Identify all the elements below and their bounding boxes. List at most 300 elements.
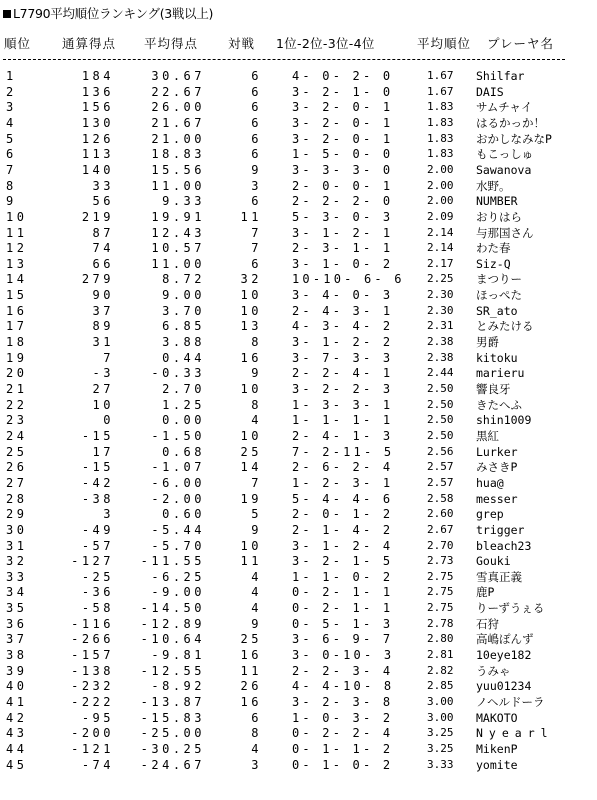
- average-rank-cell: 2.85: [427, 679, 454, 692]
- rank-cell: 38: [6, 648, 28, 662]
- average-score-cell: -2.00: [151, 492, 205, 506]
- average-score-cell: -14.50: [140, 601, 205, 615]
- player-name-cell: 男爵: [476, 335, 499, 349]
- games-cell: 6: [251, 257, 262, 271]
- games-cell: 7: [251, 226, 262, 240]
- games-cell: 26: [240, 679, 262, 693]
- player-name-cell: とみたける: [476, 319, 534, 333]
- player-name-cell: わた春: [476, 241, 511, 255]
- places-cell: 3- 2- 2- 3: [292, 382, 394, 396]
- places-cell: 3- 2- 0- 1: [292, 100, 394, 114]
- rank-cell: 42: [6, 711, 28, 725]
- rank-cell: 29: [6, 507, 28, 521]
- rank-cell: 31: [6, 539, 28, 553]
- rank-cell: 16: [6, 304, 28, 318]
- player-name-cell: grep: [476, 507, 504, 521]
- average-score-cell: 0.60: [162, 507, 205, 521]
- header-games: 対戦: [228, 36, 256, 51]
- average-rank-cell: 2.75: [427, 585, 454, 598]
- games-cell: 10: [240, 429, 262, 443]
- average-rank-cell: 2.60: [427, 507, 454, 520]
- average-rank-cell: 1.67: [427, 85, 454, 98]
- player-name-cell: うみゃ: [476, 664, 511, 678]
- places-cell: 2- 4- 3- 1: [292, 304, 394, 318]
- average-score-cell: -15.83: [140, 711, 205, 725]
- rank-cell: 4: [6, 116, 17, 130]
- total-score-cell: 3: [103, 507, 114, 521]
- average-rank-cell: 2.25: [427, 272, 454, 285]
- games-cell: 6: [251, 85, 262, 99]
- rank-cell: 36: [6, 617, 28, 631]
- rank-cell: 2: [6, 85, 17, 99]
- games-cell: 11: [240, 664, 262, 678]
- rank-cell: 20: [6, 366, 28, 380]
- average-rank-cell: 3.00: [427, 695, 454, 708]
- player-name-cell: もこっしゅ: [476, 147, 534, 161]
- average-rank-cell: 2.73: [427, 554, 454, 567]
- places-cell: 0- 5- 1- 3: [292, 617, 394, 631]
- games-cell: 10: [240, 304, 262, 318]
- average-score-cell: 9.00: [162, 288, 205, 302]
- average-rank-cell: 2.81: [427, 648, 454, 661]
- places-cell: 3- 3- 3- 0: [292, 163, 394, 177]
- games-cell: 19: [240, 492, 262, 506]
- player-name-cell: ほっぺた: [476, 288, 522, 302]
- places-cell: 2- 0- 1- 2: [292, 507, 394, 521]
- total-score-cell: 219: [81, 210, 114, 224]
- average-rank-cell: 2.56: [427, 445, 454, 458]
- places-cell: 3- 1- 2- 4: [292, 539, 394, 553]
- average-score-cell: -10.64: [140, 632, 205, 646]
- places-cell: 1- 1- 0- 2: [292, 570, 394, 584]
- rank-cell: 5: [6, 132, 17, 146]
- average-score-cell: -0.33: [151, 366, 205, 380]
- total-score-cell: 90: [92, 288, 114, 302]
- places-cell: 3- 6- 9- 7: [292, 632, 394, 646]
- total-score-cell: -222: [71, 695, 114, 709]
- average-score-cell: -1.07: [151, 460, 205, 474]
- player-name-cell: 響良牙: [476, 382, 511, 396]
- total-score-cell: -3: [92, 366, 114, 380]
- player-name-cell: Sawanova: [476, 163, 532, 177]
- places-cell: 4- 3- 4- 2: [292, 319, 394, 333]
- games-cell: 16: [240, 648, 262, 662]
- places-cell: 3- 2- 0- 1: [292, 132, 394, 146]
- rank-cell: 1: [6, 69, 17, 83]
- player-name-cell: 石狩: [476, 617, 499, 631]
- average-score-cell: -5.70: [151, 539, 205, 553]
- places-cell: 1- 0- 3- 2: [292, 711, 394, 725]
- places-cell: 3- 2- 0- 1: [292, 116, 394, 130]
- player-name-cell: きたへふ: [476, 398, 522, 412]
- page-title-text: L7790平均順位ランキング(3戦以上): [13, 6, 214, 21]
- player-name-cell: marieru: [476, 366, 525, 380]
- average-score-cell: -5.44: [151, 523, 205, 537]
- average-score-cell: -1.50: [151, 429, 205, 443]
- rank-cell: 10: [6, 210, 28, 224]
- total-score-cell: -266: [71, 632, 114, 646]
- player-name-cell: 雪真正義: [476, 570, 522, 584]
- games-cell: 4: [251, 413, 262, 427]
- player-name-cell: SR_ato: [476, 304, 518, 318]
- average-rank-cell: 2.17: [427, 257, 454, 270]
- games-cell: 3: [251, 758, 262, 772]
- rank-cell: 12: [6, 241, 28, 255]
- average-score-cell: 11.00: [151, 257, 205, 271]
- average-rank-cell: 2.58: [427, 492, 454, 505]
- total-score-cell: -15: [81, 429, 114, 443]
- places-cell: 2- 0- 0- 1: [292, 179, 394, 193]
- rank-cell: 43: [6, 726, 28, 740]
- total-score-cell: 130: [81, 116, 114, 130]
- average-score-cell: 1.25: [162, 398, 205, 412]
- header-average-score: 平均得点: [144, 36, 199, 51]
- total-score-cell: 87: [92, 226, 114, 240]
- games-cell: 8: [251, 398, 262, 412]
- total-score-cell: -157: [71, 648, 114, 662]
- total-score-cell: -49: [81, 523, 114, 537]
- average-rank-cell: 2.67: [427, 523, 454, 536]
- games-cell: 9: [251, 523, 262, 537]
- total-score-cell: 113: [81, 147, 114, 161]
- rank-cell: 11: [6, 226, 28, 240]
- average-rank-cell: 1.83: [427, 100, 454, 113]
- places-cell: 1- 1- 1- 1: [292, 413, 394, 427]
- total-score-cell: -200: [71, 726, 114, 740]
- games-cell: 16: [240, 351, 262, 365]
- games-cell: 6: [251, 132, 262, 146]
- average-score-cell: -25.00: [140, 726, 205, 740]
- total-score-cell: -38: [81, 492, 114, 506]
- average-rank-cell: 2.50: [427, 398, 454, 411]
- places-cell: 0- 2- 1- 1: [292, 601, 394, 615]
- average-rank-cell: 2.30: [427, 288, 454, 301]
- games-cell: 32: [240, 272, 262, 286]
- total-score-cell: -138: [71, 664, 114, 678]
- average-rank-cell: 2.75: [427, 570, 454, 583]
- total-score-cell: -42: [81, 476, 114, 490]
- player-name-cell: Gouki: [476, 554, 511, 568]
- places-cell: 2- 4- 1- 3: [292, 429, 394, 443]
- places-cell: 0- 2- 1- 1: [292, 585, 394, 599]
- games-cell: 11: [240, 210, 262, 224]
- player-name-cell: 10eye182: [476, 648, 532, 662]
- total-score-cell: 279: [81, 272, 114, 286]
- header-divider: [3, 59, 565, 60]
- average-score-cell: 30.67: [151, 69, 205, 83]
- average-score-cell: -30.25: [140, 742, 205, 756]
- games-cell: 7: [251, 241, 262, 255]
- games-cell: 13: [240, 319, 262, 333]
- total-score-cell: 37: [92, 304, 114, 318]
- total-score-cell: -121: [71, 742, 114, 756]
- player-name-cell: Shilfar: [476, 69, 525, 83]
- average-score-cell: 10.57: [151, 241, 205, 255]
- average-score-cell: 8.72: [162, 272, 205, 286]
- average-rank-cell: 2.78: [427, 617, 454, 630]
- average-score-cell: 3.88: [162, 335, 205, 349]
- average-score-cell: 21.00: [151, 132, 205, 146]
- average-score-cell: 11.00: [151, 179, 205, 193]
- total-score-cell: 31: [92, 335, 114, 349]
- average-rank-cell: 2.38: [427, 335, 454, 348]
- total-score-cell: -95: [81, 711, 114, 725]
- average-score-cell: -9.00: [151, 585, 205, 599]
- average-score-cell: -6.00: [151, 476, 205, 490]
- player-name-cell: おりはら: [476, 210, 522, 224]
- average-score-cell: 6.85: [162, 319, 205, 333]
- games-cell: 9: [251, 617, 262, 631]
- player-name-cell: 鹿P: [476, 585, 495, 599]
- average-score-cell: 0.68: [162, 445, 205, 459]
- player-name-cell: 高嶋ぽんず: [476, 632, 534, 646]
- games-cell: 6: [251, 69, 262, 83]
- player-name-cell: bleach23: [476, 539, 532, 553]
- rank-cell: 22: [6, 398, 28, 412]
- total-score-cell: 27: [92, 382, 114, 396]
- player-name-cell: NUMBER: [476, 194, 518, 208]
- total-score-cell: 7: [103, 351, 114, 365]
- average-score-cell: 12.43: [151, 226, 205, 240]
- average-rank-cell: 2.00: [427, 194, 454, 207]
- average-score-cell: 15.56: [151, 163, 205, 177]
- average-score-cell: -24.67: [140, 758, 205, 772]
- average-score-cell: -11.55: [140, 554, 205, 568]
- average-rank-cell: 2.70: [427, 539, 454, 552]
- player-name-cell: はるかっか！: [476, 116, 545, 130]
- average-score-cell: -6.25: [151, 570, 205, 584]
- header-average-rank: 平均順位: [417, 36, 472, 51]
- average-rank-cell: 2.31: [427, 319, 454, 332]
- player-name-cell: りーずうぇる: [476, 601, 545, 615]
- average-rank-cell: 2.50: [427, 413, 454, 426]
- total-score-cell: 66: [92, 257, 114, 271]
- games-cell: 9: [251, 163, 262, 177]
- places-cell: 2- 1- 4- 2: [292, 523, 394, 537]
- places-cell: 3- 0-10- 3: [292, 648, 395, 662]
- average-rank-cell: 2.82: [427, 664, 454, 677]
- average-rank-cell: 2.00: [427, 163, 454, 176]
- places-cell: 3- 1- 0- 2: [292, 257, 394, 271]
- places-cell: 3- 2- 3- 8: [292, 695, 394, 709]
- average-rank-cell: 1.83: [427, 116, 454, 129]
- places-cell: 10-10- 6- 6: [292, 272, 405, 286]
- average-score-cell: -8.92: [151, 679, 205, 693]
- rank-cell: 30: [6, 523, 28, 537]
- rank-cell: 23: [6, 413, 28, 427]
- average-rank-cell: 2.44: [427, 366, 454, 379]
- places-cell: 2- 2- 3- 4: [292, 664, 394, 678]
- player-name-cell: サムチャイ: [476, 100, 533, 114]
- average-rank-cell: 2.30: [427, 304, 454, 317]
- header-rank: 順位: [4, 36, 32, 51]
- rank-cell: 45: [6, 758, 28, 772]
- total-score-cell: 74: [92, 241, 114, 255]
- average-rank-cell: 2.75: [427, 601, 454, 614]
- average-score-cell: 9.33: [162, 194, 205, 208]
- games-cell: 6: [251, 711, 262, 725]
- games-cell: 4: [251, 570, 262, 584]
- places-cell: 4- 0- 2- 0: [292, 69, 394, 83]
- player-name-cell: Siz-Q: [476, 257, 511, 271]
- games-cell: 6: [251, 194, 262, 208]
- rank-cell: 3: [6, 100, 17, 114]
- player-name-cell: kitoku: [476, 351, 518, 365]
- places-cell: 4- 4-10- 8: [292, 679, 395, 693]
- average-rank-cell: 2.50: [427, 382, 454, 395]
- average-rank-cell: 2.57: [427, 476, 454, 489]
- rank-cell: 18: [6, 335, 28, 349]
- places-cell: 1- 3- 3- 1: [292, 398, 394, 412]
- rank-cell: 17: [6, 319, 28, 333]
- rank-cell: 7: [6, 163, 17, 177]
- rank-cell: 19: [6, 351, 28, 365]
- rank-cell: 39: [6, 664, 28, 678]
- places-cell: 0- 1- 1- 2: [292, 742, 394, 756]
- average-rank-cell: 1.83: [427, 147, 454, 160]
- average-rank-cell: 3.25: [427, 742, 454, 755]
- player-name-cell: ノヘルドーラ: [476, 695, 545, 709]
- rank-cell: 24: [6, 429, 28, 443]
- average-rank-cell: 3.00: [427, 711, 454, 724]
- games-cell: 6: [251, 147, 262, 161]
- games-cell: 25: [240, 445, 262, 459]
- rank-cell: 40: [6, 679, 28, 693]
- rank-cell: 21: [6, 382, 28, 396]
- rank-cell: 8: [6, 179, 17, 193]
- header-places: 1位-2位-3位-4位: [276, 36, 375, 51]
- average-score-cell: 22.67: [151, 85, 205, 99]
- rank-cell: 27: [6, 476, 28, 490]
- average-score-cell: 26.00: [151, 100, 205, 114]
- total-score-cell: 10: [92, 398, 114, 412]
- player-name-cell: messer: [476, 492, 518, 506]
- average-score-cell: -13.87: [140, 695, 205, 709]
- average-score-cell: 19.91: [151, 210, 205, 224]
- total-score-cell: -232: [71, 679, 114, 693]
- rank-cell: 33: [6, 570, 28, 584]
- average-rank-cell: 2.50: [427, 429, 454, 442]
- rank-cell: 6: [6, 147, 17, 161]
- games-cell: 6: [251, 100, 262, 114]
- games-cell: 10: [240, 382, 262, 396]
- average-rank-cell: 2.38: [427, 351, 454, 364]
- rank-cell: 13: [6, 257, 28, 271]
- player-name-cell: Lurker: [476, 445, 518, 459]
- average-score-cell: 2.70: [162, 382, 205, 396]
- rank-cell: 14: [6, 272, 28, 286]
- player-name-cell: MAKOTO: [476, 711, 518, 725]
- rank-cell: 9: [6, 194, 17, 208]
- average-rank-cell: 2.14: [427, 226, 454, 239]
- places-cell: 7- 2-11- 5: [292, 445, 395, 459]
- places-cell: 2- 3- 1- 1: [292, 241, 394, 255]
- average-score-cell: -9.81: [151, 648, 205, 662]
- average-score-cell: 3.70: [162, 304, 205, 318]
- places-cell: 0- 2- 2- 4: [292, 726, 394, 740]
- rank-cell: 44: [6, 742, 28, 756]
- places-cell: 1- 2- 3- 1: [292, 476, 394, 490]
- places-cell: 5- 4- 4- 6: [292, 492, 394, 506]
- rank-cell: 32: [6, 554, 28, 568]
- games-cell: 10: [240, 288, 262, 302]
- player-name-cell: 黒紅: [476, 429, 499, 443]
- average-rank-cell: 2.14: [427, 241, 454, 254]
- average-rank-cell: 2.09: [427, 210, 454, 223]
- rank-cell: 41: [6, 695, 28, 709]
- games-cell: 11: [240, 554, 262, 568]
- total-score-cell: 89: [92, 319, 114, 333]
- average-score-cell: -12.55: [140, 664, 205, 678]
- player-name-cell: shin1009: [476, 413, 532, 427]
- places-cell: 0- 1- 0- 2: [292, 758, 394, 772]
- total-score-cell: -57: [81, 539, 114, 553]
- places-cell: 3- 2- 1- 5: [292, 554, 394, 568]
- games-cell: 8: [251, 726, 262, 740]
- total-score-cell: -25: [81, 570, 114, 584]
- total-score-cell: 33: [92, 179, 114, 193]
- player-name-cell: みさきP: [476, 460, 518, 474]
- rank-cell: 25: [6, 445, 28, 459]
- places-cell: 1- 5- 0- 0: [292, 147, 394, 161]
- player-name-cell: 与那国さん: [476, 226, 534, 240]
- places-cell: 2- 2- 2- 0: [292, 194, 394, 208]
- total-score-cell: 156: [81, 100, 114, 114]
- games-cell: 4: [251, 601, 262, 615]
- average-rank-cell: 2.57: [427, 460, 454, 473]
- games-cell: 4: [251, 742, 262, 756]
- total-score-cell: -74: [81, 758, 114, 772]
- average-rank-cell: 2.00: [427, 179, 454, 192]
- average-score-cell: 0.00: [162, 413, 205, 427]
- player-name-cell: 水野。: [476, 179, 511, 193]
- player-name-cell: おかしなみなP: [476, 132, 552, 146]
- games-cell: 5: [251, 507, 262, 521]
- player-name-cell: DAIS: [476, 85, 504, 99]
- places-cell: 3- 4- 0- 3: [292, 288, 394, 302]
- games-cell: 14: [240, 460, 262, 474]
- games-cell: 10: [240, 539, 262, 553]
- player-name-cell: yomite: [476, 758, 518, 772]
- total-score-cell: 56: [92, 194, 114, 208]
- rank-cell: 34: [6, 585, 28, 599]
- header-player-name: プレーヤ名: [487, 36, 555, 51]
- average-rank-cell: 3.33: [427, 758, 454, 771]
- player-name-cell: まつりー: [476, 272, 522, 286]
- header-total-score: 通算得点: [62, 36, 117, 51]
- rank-cell: 15: [6, 288, 28, 302]
- average-rank-cell: 1.67: [427, 69, 454, 82]
- total-score-cell: -36: [81, 585, 114, 599]
- total-score-cell: -127: [71, 554, 114, 568]
- average-rank-cell: 3.25: [427, 726, 454, 739]
- total-score-cell: -15: [81, 460, 114, 474]
- games-cell: 6: [251, 116, 262, 130]
- places-cell: 3- 1- 2- 1: [292, 226, 394, 240]
- player-name-cell: Nyearl: [476, 726, 554, 740]
- games-cell: 8: [251, 335, 262, 349]
- rank-cell: 37: [6, 632, 28, 646]
- player-name-cell: trigger: [476, 523, 525, 537]
- total-score-cell: -58: [81, 601, 114, 615]
- player-name-cell: MikenP: [476, 742, 518, 756]
- total-score-cell: 184: [81, 69, 114, 83]
- places-cell: 5- 3- 0- 3: [292, 210, 394, 224]
- total-score-cell: 0: [103, 413, 114, 427]
- games-cell: 3: [251, 179, 262, 193]
- games-cell: 25: [240, 632, 262, 646]
- total-score-cell: 17: [92, 445, 114, 459]
